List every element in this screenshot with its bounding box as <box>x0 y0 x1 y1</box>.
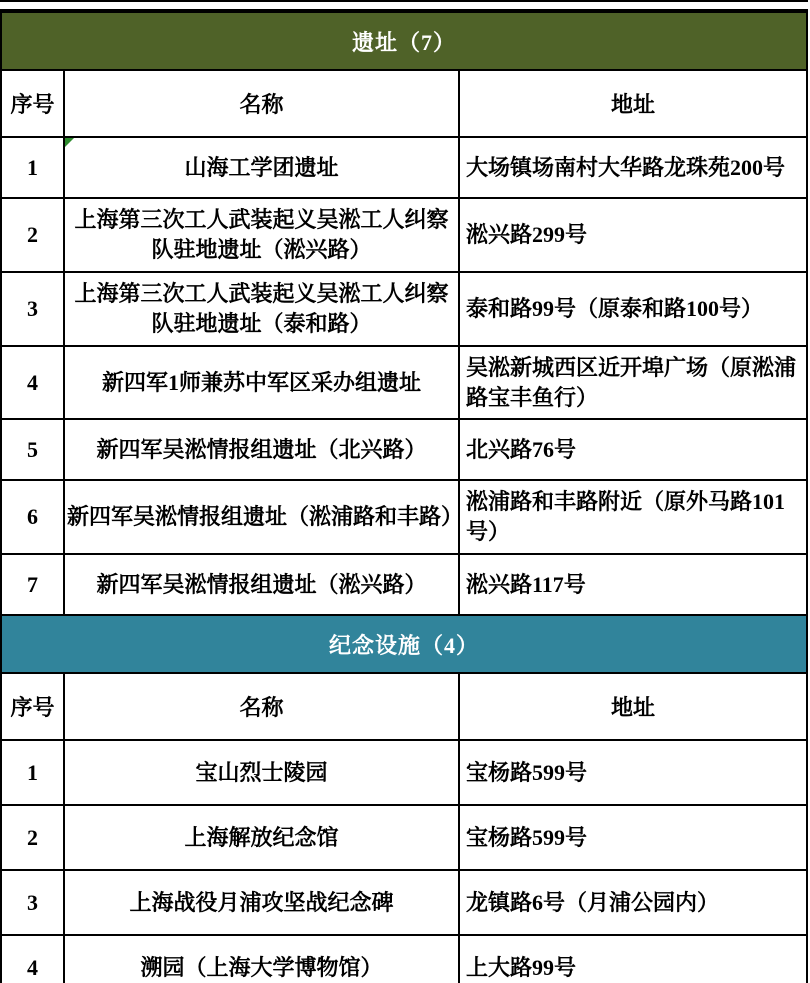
row-number-cell: 2 <box>1 805 64 870</box>
column-header-name: 名称 <box>64 673 459 740</box>
table-row <box>1 740 807 805</box>
column-header-name: 名称 <box>64 70 459 137</box>
table-row <box>1 870 807 935</box>
section-title: 纪念设施（4） <box>1 615 807 673</box>
row-number-cell: 4 <box>1 935 64 983</box>
column-header-row <box>1 673 807 740</box>
site-name-cell: 上海第三次工人武装起义吴淞工人纠察队驻地遗址（淞兴路） <box>64 198 459 272</box>
cell-corner-marker-icon <box>65 138 74 147</box>
site-address-cell: 宝杨路599号 <box>459 805 807 870</box>
site-name-cell: 新四军吴淞情报组遗址（北兴路） <box>64 419 459 480</box>
site-address-cell: 吴淞新城西区近开埠广场（原淞浦路宝丰鱼行） <box>459 346 807 420</box>
site-name-cell: 山海工学团遗址 <box>64 137 459 198</box>
site-address-cell: 北兴路76号 <box>459 419 807 480</box>
row-number-cell: 6 <box>1 480 64 554</box>
row-number-cell: 1 <box>1 740 64 805</box>
memorials-table-body <box>1 740 807 983</box>
table-row <box>1 419 807 480</box>
section-title: 遗址（7） <box>1 12 807 70</box>
row-number-cell: 5 <box>1 419 64 480</box>
memorials-table <box>0 614 808 983</box>
table-row <box>1 346 807 420</box>
column-header-address: 地址 <box>459 70 807 137</box>
site-address-cell: 宝杨路599号 <box>459 740 807 805</box>
site-address-cell: 上大路99号 <box>459 935 807 983</box>
sites-table <box>0 11 808 616</box>
site-name-cell: 上海解放纪念馆 <box>64 805 459 870</box>
table-row <box>1 935 807 983</box>
table-row <box>1 137 807 198</box>
table-row <box>1 805 807 870</box>
section-header-row <box>1 12 807 70</box>
site-address-cell: 龙镇路6号（月浦公园内） <box>459 870 807 935</box>
column-header-no: 序号 <box>1 673 64 740</box>
table-row <box>1 198 807 272</box>
sites-table-body <box>1 137 807 615</box>
row-number-cell: 2 <box>1 198 64 272</box>
row-number-cell: 7 <box>1 554 64 615</box>
site-name-cell: 宝山烈士陵园 <box>64 740 459 805</box>
site-name-cell: 上海战役月浦攻坚战纪念碑 <box>64 870 459 935</box>
site-name-cell: 新四军1师兼苏中军区采办组遗址 <box>64 346 459 420</box>
site-name-cell: 溯园（上海大学博物馆） <box>64 935 459 983</box>
row-number-cell: 4 <box>1 346 64 420</box>
column-header-row <box>1 70 807 137</box>
site-name-cell: 新四军吴淞情报组遗址（淞兴路） <box>64 554 459 615</box>
site-name-cell: 新四军吴淞情报组遗址（淞浦路和丰路） <box>64 480 459 554</box>
site-address-cell: 淞浦路和丰路附近（原外马路101号） <box>459 480 807 554</box>
column-header-address: 地址 <box>459 673 807 740</box>
row-number-cell: 3 <box>1 272 64 346</box>
row-number-cell: 3 <box>1 870 64 935</box>
site-address-cell: 淞兴路299号 <box>459 198 807 272</box>
site-address-cell: 大场镇场南村大华路龙珠苑200号 <box>459 137 807 198</box>
column-header-no: 序号 <box>1 70 64 137</box>
row-number-cell: 1 <box>1 137 64 198</box>
site-address-cell: 淞兴路117号 <box>459 554 807 615</box>
section-header-row <box>1 615 807 673</box>
site-address-cell: 泰和路99号（原泰和路100号） <box>459 272 807 346</box>
site-name-cell: 上海第三次工人武装起义吴淞工人纠察队驻地遗址（泰和路） <box>64 272 459 346</box>
top-row-sliver <box>0 0 808 11</box>
table-row <box>1 554 807 615</box>
table-row <box>1 272 807 346</box>
table-row <box>1 480 807 554</box>
